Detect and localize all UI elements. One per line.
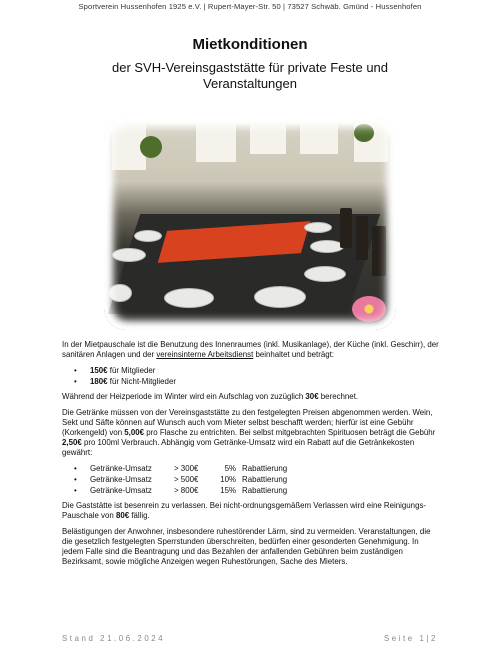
- list-item: • 180€ für Nicht-Mitglieder: [90, 377, 440, 387]
- intro-paragraph: In der Mietpauschale ist die Benutzung des Innenraumes (inkl. Musikanlage), der Küche (inkl. Geschirr), der sanitären Anlagen und der vereinsinterne Arbeitsdienst beinhaltet und beträgt:: [62, 340, 439, 359]
- restaurant-photo: [104, 118, 396, 330]
- list-item: • Getränke-Umsatz > 500€ 10% Rabattierung: [90, 475, 440, 485]
- conditions-text: [62, 340, 440, 573]
- page-title: Mietkonditionen: [192, 36, 308, 53]
- list-item: • Getränke-Umsatz > 300€ 5% Rabattierung: [90, 464, 440, 474]
- letterhead: Sportverein Hussenhofen 1925 e.V. | Rupert-Mayer-Str. 50 | 73527 Schwäb. Gmünd - Hussenhofen: [78, 2, 422, 11]
- arbeitsdienst-link[interactable]: vereinsinterne Arbeitsdienst: [156, 350, 254, 359]
- drinks-paragraph: Die Getränke müssen von der Vereinsgaststätte zu den festgelegten Preisen abgenommen werden. Wein, Sekt und Säfte können auf Wunsch auch vom Mieter selbst beschafft werden; hierfür ist eine Gebühr (Korkengeld) von 5,00€ pro Flasche zu entrichten. Bei selbst mitgebrachten Spirituosen beträgt die Gebühr 2,50€ pro 100ml Verbrauch. Abhängig vom Getränke-Umsatz wird ein Rabatt auf die Getränkekosten gewährt:: [62, 408, 436, 457]
- cleaning-paragraph: Die Gaststätte ist besenrein zu verlassen. Bei nicht-ordnungsgemäßem Verlassen wird eine Reinigungs-Pauschale von 80€ fällig.: [62, 501, 427, 520]
- list-item: • 150€ für Mitglieder: [90, 366, 440, 376]
- noise-paragraph: Belästigungen der Anwohner, insbesondere ruhestörender Lärm, sind zu vermeiden. Veranstaltungen, die die gesetzlich festgelegten Sperrstunden überschreiten, bedürfen einer gesonderten Genehmigung. In jedem Falle sind die Beantragung und das Bezahlen der anfallenden Gebühren beim zuständigen Bezirksamt, sowie mögliche Anzeigen wegen Ruhestörungen, Sache des Mieters.: [62, 527, 431, 566]
- footer-date: Stand 21.06.2024: [62, 634, 166, 643]
- list-item: • Getränke-Umsatz > 800€ 15% Rabattierung: [90, 486, 440, 496]
- page-subtitle: der SVH-Vereinsgaststätte für private Feste und Veranstaltungen: [111, 60, 389, 91]
- footer-page-number: Seite 1|2: [383, 634, 438, 643]
- price-list: [62, 366, 440, 387]
- discount-list: [62, 464, 440, 496]
- winter-paragraph: Während der Heizperiode im Winter wird ein Aufschlag von zuzüglich 30€ berechnet.: [62, 392, 359, 401]
